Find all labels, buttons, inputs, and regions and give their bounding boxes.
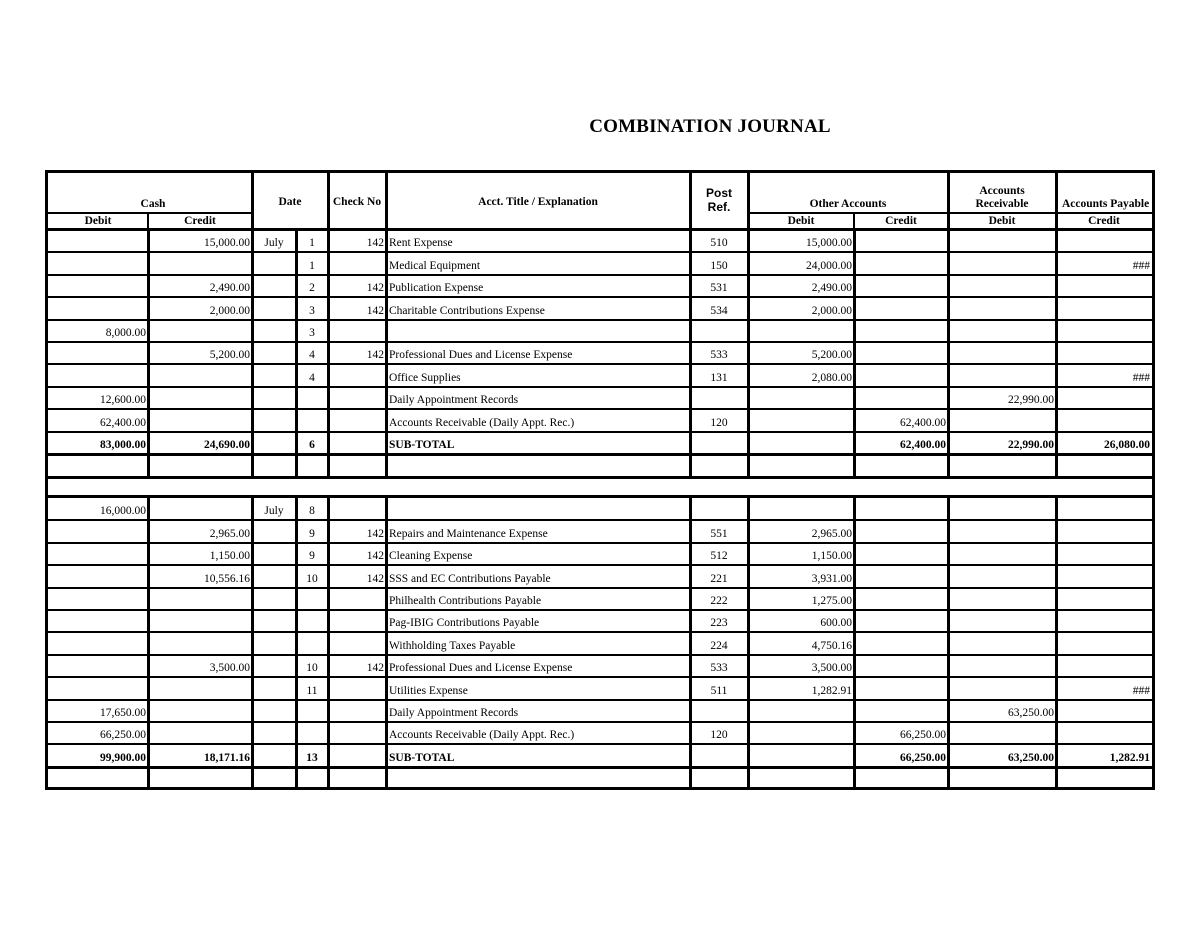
section-divider-bottom — [45, 495, 1155, 498]
column-divider — [251, 173, 254, 229]
cell-ref: 511 — [710, 684, 728, 697]
cell-ref: 534 — [710, 304, 728, 317]
row-divider — [48, 274, 1152, 276]
cell-ref: 551 — [710, 527, 728, 540]
row-divider — [48, 587, 1152, 589]
cell-account: Utilities Expense — [389, 684, 468, 697]
cell-other-debit: 5,200.00 — [811, 349, 852, 362]
cell-account: Charitable Contributions Expense — [389, 304, 545, 317]
cell-cash-debit: 66,250.00 — [100, 729, 146, 742]
cell-ap-credit: 26,080.00 — [1104, 439, 1150, 451]
cell-account: Medical Equipment — [389, 259, 481, 272]
header-bottom-border — [45, 228, 1155, 231]
cell-other-debit: 15,000.00 — [806, 237, 852, 250]
cell-ref: 131 — [710, 371, 728, 384]
row-divider — [48, 408, 1152, 410]
cell-ref: 224 — [710, 639, 728, 652]
column-divider — [147, 212, 149, 229]
cell-ref: 512 — [710, 550, 728, 563]
cell-day: 3 — [309, 327, 315, 339]
row-divider — [48, 609, 1152, 611]
column-divider — [251, 230, 254, 476]
cell-day: 10 — [306, 662, 318, 675]
cell-account: Repairs and Maintenance Expense — [389, 527, 548, 540]
column-divider — [853, 212, 855, 229]
cell-cash-debit: 17,650.00 — [100, 707, 146, 719]
cell-cash-credit: 2,965.00 — [209, 527, 250, 540]
cell-check: 142 — [366, 237, 384, 250]
cell-account: Withholding Taxes Payable — [389, 639, 516, 652]
cell-ap-credit: 1,282.91 — [1109, 751, 1150, 764]
header-check-no: Check No — [332, 196, 382, 208]
cell-day: 1 — [309, 259, 315, 272]
header-ar-underline — [948, 212, 1155, 214]
cell-account: SSS and EC Contributions Payable — [389, 572, 551, 585]
cell-cash-debit: 83,000.00 — [100, 439, 146, 451]
cell-other-credit: 62,400.00 — [900, 416, 946, 429]
row-divider — [48, 453, 1152, 456]
row-divider — [48, 721, 1152, 723]
row-divider — [48, 654, 1152, 656]
cell-day: 3 — [309, 304, 315, 317]
cell-account: Philhealth Contributions Payable — [389, 595, 542, 607]
header-ap-credit: Credit — [1088, 215, 1120, 227]
header-ar-debit: Debit — [988, 215, 1016, 227]
cell-cash-debit: 99,900.00 — [100, 751, 146, 764]
header-cash-credit: Credit — [184, 215, 216, 227]
cell-ref: 531 — [710, 282, 728, 295]
cell-account: Professional Dues and License Expense — [389, 349, 573, 362]
cell-check: 142 — [366, 662, 384, 675]
cell-account: Daily Appointment Records — [389, 394, 519, 407]
row-divider — [48, 296, 1152, 298]
cell-ar-debit: 63,250.00 — [1008, 707, 1054, 719]
cell-day: 8 — [309, 505, 315, 518]
cell-day: 1 — [309, 237, 315, 250]
cell-day: 13 — [306, 751, 318, 764]
row-divider — [48, 699, 1152, 701]
cell-ref: 533 — [710, 662, 728, 675]
header-post-ref-2: Ref. — [707, 201, 731, 214]
cell-ref: 221 — [710, 572, 728, 585]
cell-cash-credit: 10,556.16 — [204, 572, 250, 585]
row-divider — [48, 766, 1152, 769]
cell-account: SUB-TOTAL — [389, 439, 455, 451]
cell-day: 2 — [309, 282, 315, 295]
cell-cash-debit: 12,600.00 — [100, 394, 146, 407]
cell-ref: 222 — [710, 595, 728, 607]
cell-ref: 223 — [710, 617, 728, 630]
cell-day: 10 — [306, 572, 318, 585]
table-right-border — [1152, 170, 1155, 790]
cell-check: 142 — [366, 550, 384, 563]
table-left-border — [45, 170, 48, 790]
cell-check: 142 — [366, 572, 384, 585]
cell-account: SUB-TOTAL — [389, 751, 455, 764]
header-other-debit: Debit — [787, 215, 815, 227]
cell-cash-debit: 16,000.00 — [100, 505, 146, 518]
row-divider — [48, 564, 1152, 566]
section-divider-top — [45, 476, 1155, 479]
cell-day: 4 — [309, 349, 315, 362]
header-ar-1: Accounts — [979, 185, 1025, 197]
header-other-underline — [748, 212, 948, 214]
cell-other-debit: 600.00 — [820, 617, 852, 630]
row-divider — [48, 519, 1152, 521]
cell-other-debit: 2,080.00 — [811, 371, 852, 384]
cell-cash-credit: 1,150.00 — [209, 550, 250, 563]
cell-check: 142 — [366, 304, 384, 317]
cell-other-debit: 2,965.00 — [811, 527, 852, 540]
cell-other-credit: 62,400.00 — [900, 439, 946, 451]
row-divider — [48, 386, 1152, 388]
column-divider — [747, 173, 750, 229]
row-divider — [48, 251, 1152, 253]
row-divider — [48, 743, 1152, 745]
row-divider — [48, 431, 1152, 433]
cell-cash-credit: 2,490.00 — [209, 282, 250, 295]
cell-month: July — [264, 237, 284, 250]
cell-month: July — [264, 505, 284, 518]
cell-other-debit: 2,000.00 — [811, 304, 852, 317]
cell-other-credit: 66,250.00 — [900, 729, 946, 742]
cell-ref: 533 — [710, 349, 728, 362]
header-cash-underline — [48, 212, 252, 214]
cell-cash-credit: 24,690.00 — [204, 439, 250, 451]
row-divider — [48, 542, 1152, 544]
cell-ap-credit: ### — [1132, 259, 1150, 272]
cell-ap-credit: ### — [1132, 371, 1150, 384]
cell-day: 9 — [309, 550, 315, 563]
header-ap: Accounts Payable — [1062, 198, 1150, 210]
cell-day: 4 — [309, 371, 315, 384]
cell-other-debit: 24,000.00 — [806, 259, 852, 272]
cell-account: Accounts Receivable (Daily Appt. Rec.) — [389, 416, 575, 429]
cell-cash-credit: 18,171.16 — [204, 751, 250, 764]
cell-account: Pag-IBIG Contributions Payable — [389, 617, 540, 630]
column-divider — [689, 173, 692, 229]
cell-account: Accounts Receivable (Daily Appt. Rec.) — [389, 729, 575, 742]
cell-cash-debit: 62,400.00 — [100, 416, 146, 429]
table-top-border — [45, 170, 1155, 173]
cell-day: 6 — [309, 439, 315, 451]
cell-other-debit: 2,490.00 — [811, 282, 852, 295]
cell-other-debit: 4,750.16 — [811, 639, 852, 652]
column-divider — [385, 173, 388, 229]
cell-account: Rent Expense — [389, 237, 453, 250]
cell-other-debit: 1,282.91 — [811, 684, 852, 697]
cell-cash-credit: 15,000.00 — [204, 237, 250, 250]
cell-cash-credit: 2,000.00 — [209, 304, 250, 317]
column-divider — [327, 173, 330, 229]
header-acct-title: Acct. Title / Explanation — [478, 196, 598, 208]
cell-ref: 120 — [710, 729, 728, 742]
page-title: COMBINATION JOURNAL — [589, 116, 831, 137]
cell-account: Daily Appointment Records — [389, 707, 519, 719]
table-bottom-border — [45, 787, 1155, 790]
cell-day: 9 — [309, 527, 315, 540]
column-divider — [947, 173, 950, 229]
cell-check: 142 — [366, 349, 384, 362]
cell-other-debit: 3,931.00 — [811, 572, 852, 585]
cell-other-debit: 1,150.00 — [811, 550, 852, 563]
header-cash-debit: Debit — [84, 215, 112, 227]
row-divider — [48, 363, 1152, 365]
row-divider — [48, 631, 1152, 633]
cell-ref: 120 — [710, 416, 728, 429]
column-divider — [1055, 173, 1058, 229]
cell-cash-debit: 8,000.00 — [105, 327, 146, 339]
cell-check: 142 — [366, 527, 384, 540]
cell-ar-debit: 22,990.00 — [1008, 394, 1054, 407]
cell-account: Publication Expense — [389, 282, 484, 295]
cell-account: Cleaning Expense — [389, 550, 473, 563]
cell-other-debit: 1,275.00 — [811, 595, 852, 607]
cell-ar-debit: 63,250.00 — [1008, 751, 1054, 764]
cell-ap-credit: ### — [1132, 684, 1150, 697]
header-ar-2: Receivable — [975, 198, 1029, 210]
row-divider — [48, 319, 1152, 321]
cell-day: 11 — [306, 684, 318, 697]
cell-ref: 150 — [710, 259, 728, 272]
cell-cash-credit: 3,500.00 — [209, 662, 250, 675]
cell-other-credit: 66,250.00 — [900, 751, 946, 764]
cell-account: Professional Dues and License Expense — [389, 662, 573, 675]
header-date: Date — [278, 196, 302, 208]
row-divider — [48, 341, 1152, 343]
row-divider — [48, 676, 1152, 678]
header-cash: Cash — [140, 198, 166, 210]
column-divider — [385, 230, 388, 476]
header-other-accounts: Other Accounts — [809, 198, 887, 210]
cell-other-debit: 3,500.00 — [811, 662, 852, 675]
cell-ar-debit: 22,990.00 — [1008, 439, 1054, 451]
cell-check: 142 — [366, 282, 384, 295]
cell-cash-credit: 5,200.00 — [209, 349, 250, 362]
cell-account: Office Supplies — [389, 371, 461, 384]
header-other-credit: Credit — [885, 215, 917, 227]
cell-ref: 510 — [710, 237, 728, 250]
header-post-ref-1: Post — [705, 187, 732, 200]
